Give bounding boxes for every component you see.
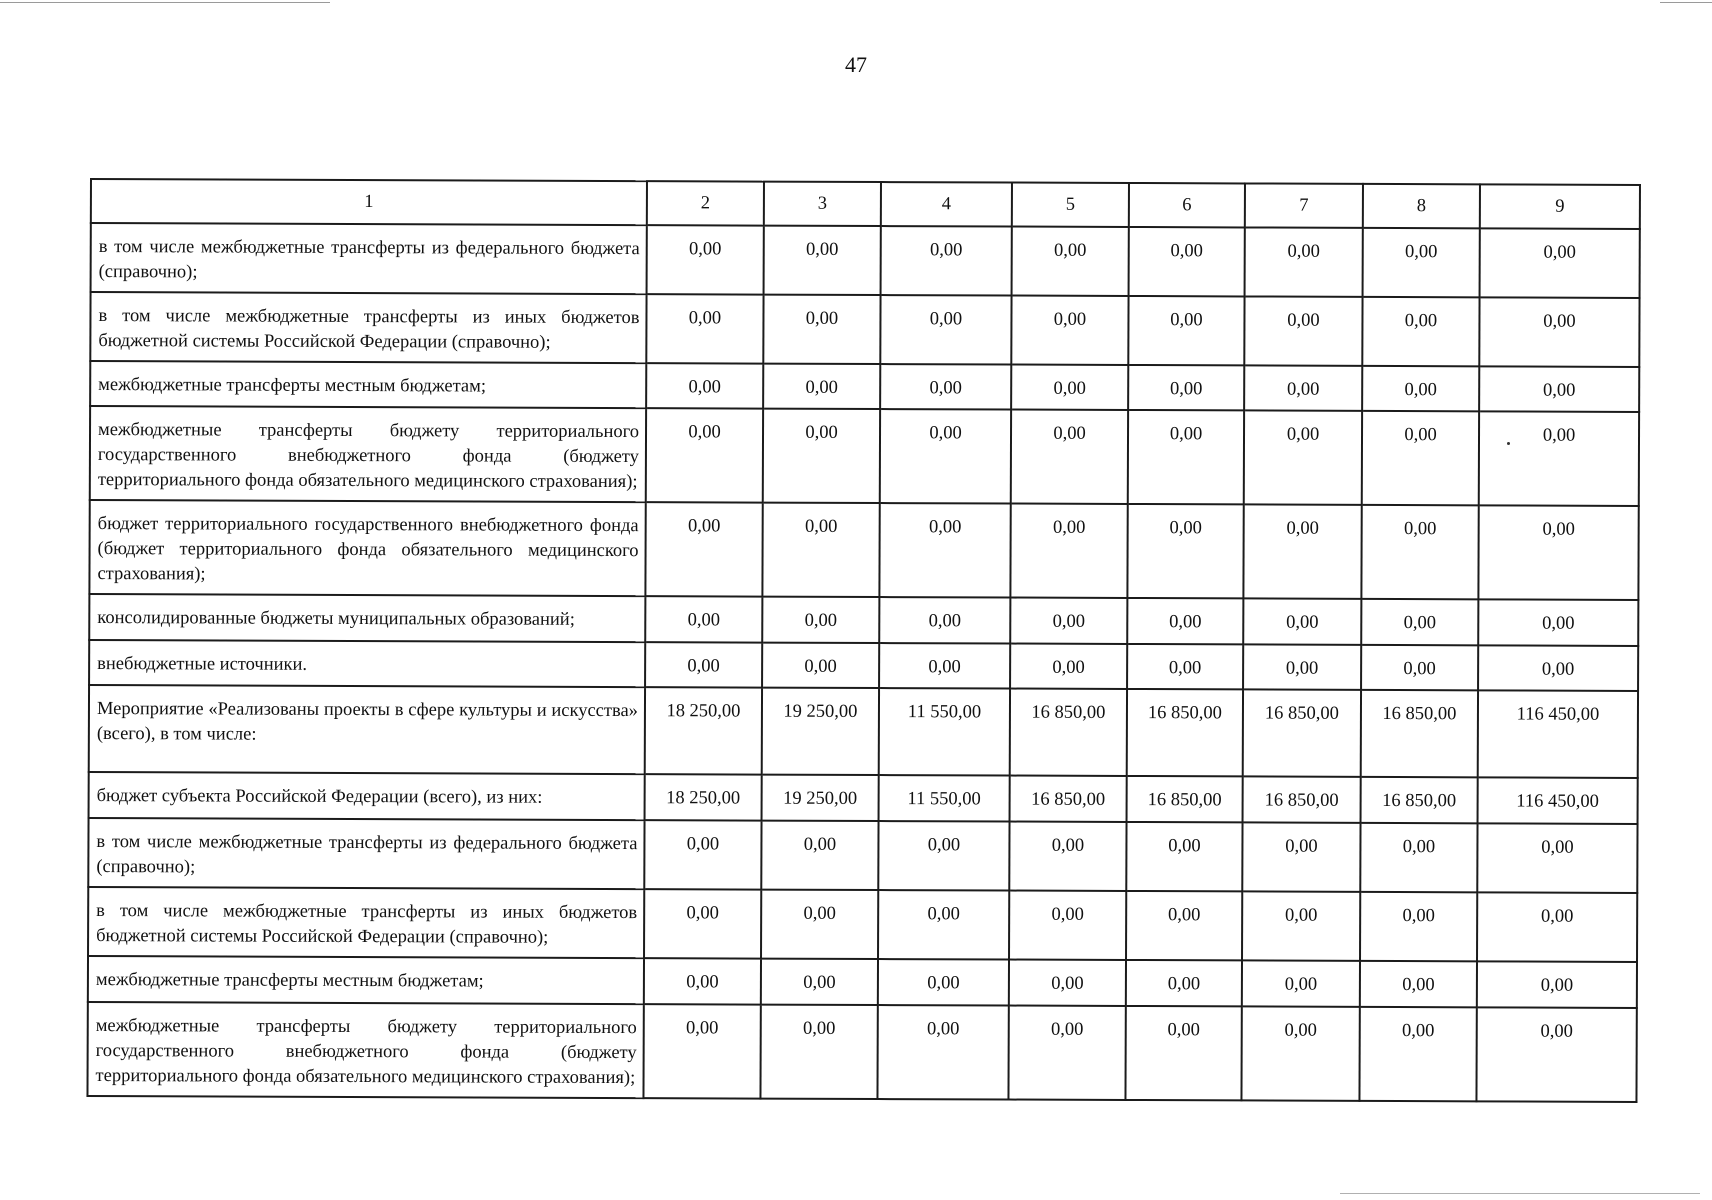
value-cell: 16 850,00 [1361,777,1478,823]
value-cell: 0,00 [761,821,878,890]
value-cell: 18 250,00 [645,774,762,820]
value-cell: 0,00 [879,503,1010,598]
header-cell: 9 [1480,184,1640,229]
value-cell: 0,00 [762,503,879,597]
value-cell: 0,00 [880,409,1011,504]
value-cell: 0,00 [1243,504,1361,598]
value-cell: 0,00 [1480,228,1640,298]
value-cell: 11 550,00 [879,775,1010,822]
value-cell: 0,00 [1009,822,1126,891]
row-label: межбюджетные трансферты местным бюджетам; [88,956,644,1004]
value-cell: 0,00 [762,597,879,643]
value-cell: 0,00 [1362,411,1479,505]
value-cell: 0,00 [1010,644,1127,689]
header-cell: 2 [647,181,764,225]
row-label: межбюджетные трансферты бюджету территориального государственного внебюджетного фонда (бюджету территориального фонда обязательного медицинского страхования); [87,1002,643,1098]
value-cell: 0,00 [879,643,1010,689]
value-cell: 19 250,00 [762,688,879,775]
table-row [89,594,1638,646]
row-label: в том числе межбюджетные трансферты из федерального бюджета (справочно); [88,818,644,889]
value-cell: 0,00 [761,890,878,959]
value-cell: 0,00 [1011,365,1128,410]
table-header-row [91,179,1640,229]
value-cell: 0,00 [1010,598,1127,644]
value-cell: 0,00 [1241,1006,1359,1100]
value-cell: 0,00 [645,596,762,642]
value-cell: 11 550,00 [879,688,1010,776]
row-label: консолидированные бюджеты муниципальных образований; [89,594,645,642]
row-label: внебюджетные источники. [89,640,645,687]
value-cell: 0,00 [644,820,761,889]
table-row [88,818,1637,893]
value-cell: 0,00 [1242,822,1360,891]
value-cell: 16 850,00 [1243,776,1361,822]
value-cell: 0,00 [878,959,1009,1006]
value-cell: 0,00 [1477,961,1637,1008]
header-cell: 8 [1363,184,1480,228]
value-cell: 0,00 [1478,505,1638,600]
value-cell: 0,00 [1129,227,1245,296]
value-cell: 0,00 [880,295,1011,365]
value-cell: 0,00 [1242,891,1360,960]
value-cell: 0,00 [646,294,763,363]
value-cell: 0,00 [1362,297,1479,366]
header-cell: 7 [1245,183,1363,227]
value-cell: 0,00 [1244,410,1362,504]
value-cell: 0,00 [1244,296,1362,365]
row-label: Мероприятие «Реализованы проекты в сфере культуры и искусства» (всего), в том числе: [89,685,645,774]
value-cell: 0,00 [1126,891,1242,960]
row-label: в том числе межбюджетные трансферты из иных бюджетов бюджетной системы Российской Федерации (справочно); [90,292,646,363]
header-cell: 6 [1129,183,1245,227]
value-cell: 0,00 [1128,296,1244,365]
value-cell: 0,00 [647,225,764,294]
value-cell: 0,00 [1360,823,1477,892]
value-cell: 0,00 [645,502,762,596]
value-cell: 0,00 [644,958,761,1004]
value-cell: 0,00 [763,364,880,409]
table-row [87,1002,1636,1102]
header-cell: 5 [1012,183,1129,227]
value-cell: 0,00 [1360,892,1477,961]
value-cell: 0,00 [646,408,763,502]
value-cell: 0,00 [881,226,1012,296]
value-cell: 0,00 [1359,1007,1476,1101]
value-cell: 0,00 [1128,410,1244,504]
value-cell: 116 450,00 [1478,690,1638,778]
value-cell: 16 850,00 [1127,776,1243,822]
header-cell: 4 [881,182,1012,227]
value-cell: 19 250,00 [762,775,879,821]
row-label: бюджет территориального государственного внебюджетного фонда (бюджет территориального фонда обязательного медицинского страхования); [89,500,645,596]
value-cell: 0,00 [1479,366,1639,412]
budget-table [86,178,1641,1103]
scan-edge-line [0,2,330,3]
value-cell: 0,00 [1243,644,1361,689]
scan-edge-line [1660,2,1712,3]
value-cell: 0,00 [1362,366,1479,411]
value-cell: 0,00 [1478,645,1638,691]
value-cell: 0,00 [1477,892,1637,962]
value-cell: 0,00 [878,821,1009,891]
table-row [89,772,1638,824]
value-cell: 0,00 [1243,598,1361,644]
value-cell: 16 850,00 [1361,690,1478,777]
scan-speck [1507,442,1510,445]
value-cell: 0,00 [878,890,1009,960]
value-cell: 16 850,00 [1127,689,1243,776]
value-cell: 0,00 [1244,365,1362,410]
table-row [89,640,1638,691]
page-number: 47 [845,52,867,77]
value-cell: 0,00 [1009,891,1126,960]
value-cell: 0,00 [762,643,879,688]
header-cell: 1 [91,179,647,225]
row-label: в том числе межбюджетные трансферты из иных бюджетов бюджетной системы Российской Федерации (справочно); [88,887,644,958]
value-cell: 0,00 [1125,1006,1241,1100]
value-cell: 0,00 [1011,410,1128,504]
value-cell: 0,00 [1127,504,1243,598]
value-cell: 0,00 [763,409,880,503]
row-label: межбюджетные трансферты бюджету территориального государственного внебюджетного фонда (бюджету территориального фонда обязательного медицинского страхования); [90,406,646,502]
value-cell: 0,00 [760,1005,877,1099]
value-cell: 0,00 [879,597,1010,644]
value-cell: 0,00 [1478,599,1638,646]
value-cell: 0,00 [646,363,763,408]
value-cell: 0,00 [1127,644,1243,689]
value-cell: 0,00 [1245,227,1363,296]
value-cell: 16 850,00 [1010,689,1127,776]
value-cell: 0,00 [1009,960,1126,1006]
row-label: в том числе межбюджетные трансферты из федерального бюджета (справочно); [91,223,647,294]
value-cell: 16 850,00 [1010,776,1127,822]
value-cell: 0,00 [1479,411,1639,506]
table-row [91,223,1640,298]
value-cell: 0,00 [880,364,1011,410]
value-cell: 0,00 [764,226,881,295]
value-cell: 0,00 [1126,960,1242,1006]
row-label: бюджет субъекта Российской Федерации (всего), из них: [89,772,645,820]
value-cell: 0,00 [1010,504,1127,598]
value-cell: 0,00 [1008,1006,1125,1100]
value-cell: 0,00 [643,1004,760,1098]
value-cell: 0,00 [1242,960,1360,1006]
value-cell: 16 850,00 [1243,689,1361,776]
value-cell: 0,00 [1361,599,1478,645]
table-row [89,685,1638,778]
value-cell: 0,00 [1479,297,1639,367]
value-cell: 0,00 [1361,645,1478,690]
value-cell: 0,00 [1128,365,1244,410]
value-cell: 0,00 [1011,296,1128,365]
table-row [90,406,1639,506]
table-body [87,179,1640,1102]
value-cell: 0,00 [1477,823,1637,893]
row-label: межбюджетные трансферты местным бюджетам; [90,361,646,408]
table-row [90,292,1639,367]
value-cell: 0,00 [763,295,880,364]
value-cell: 18 250,00 [645,687,762,774]
value-cell: 0,00 [1363,228,1480,297]
value-cell: 0,00 [644,889,761,958]
value-cell: 0,00 [1126,822,1242,891]
table-row [89,500,1638,600]
scan-edge-line [1340,1193,1700,1194]
table-row [88,887,1637,962]
value-cell: 0,00 [645,642,762,687]
table-row [88,956,1637,1008]
value-cell: 0,00 [1127,598,1243,644]
value-cell: 116 450,00 [1478,777,1638,824]
header-cell: 3 [764,182,881,226]
value-cell: 0,00 [1012,227,1129,296]
value-cell: 0,00 [1361,505,1478,599]
table-row [90,361,1639,412]
value-cell: 0,00 [761,959,878,1005]
value-cell: 0,00 [1360,961,1477,1007]
value-cell: 0,00 [1476,1007,1636,1102]
value-cell: 0,00 [877,1005,1008,1100]
